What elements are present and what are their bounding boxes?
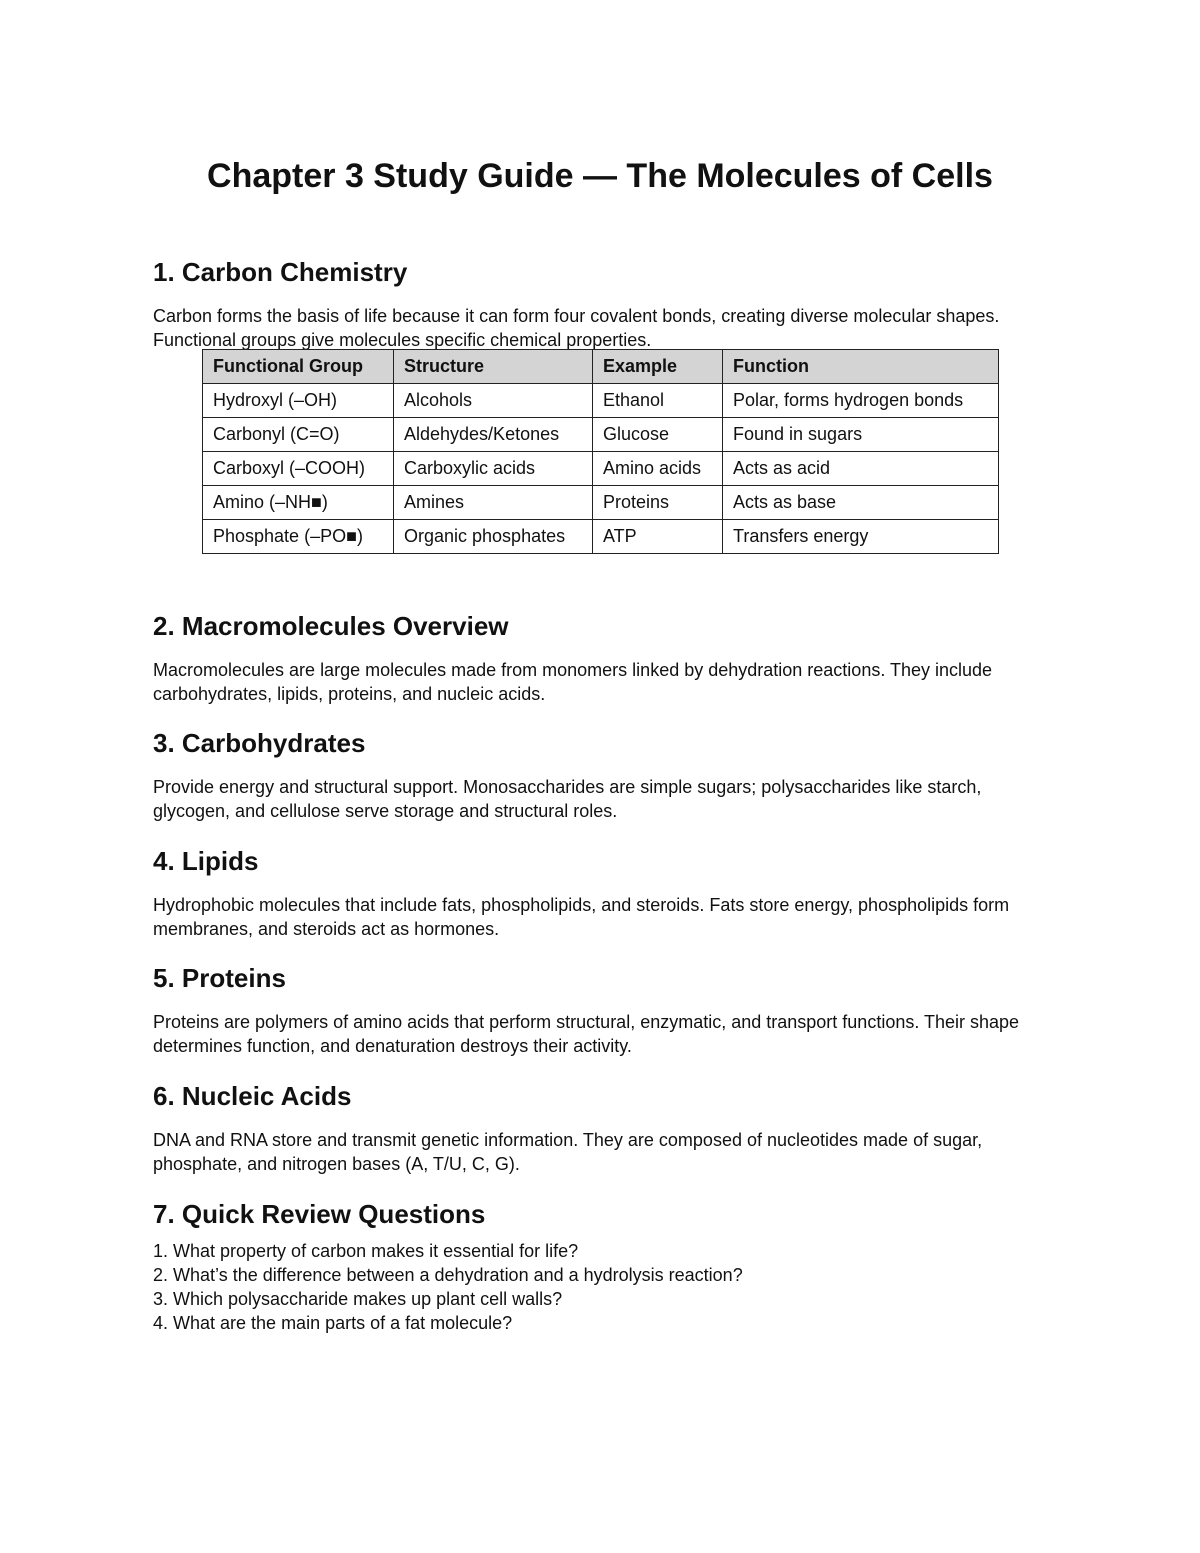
table-header-row (203, 350, 999, 384)
table-cell: Amino (–NH■) (203, 486, 394, 520)
table-cell: Organic phosphates (394, 520, 593, 554)
review-question: 4. What are the main parts of a fat molecule? (153, 1313, 513, 1333)
section-review-questions (153, 1197, 1053, 1335)
table-cell: Ethanol (593, 384, 723, 418)
table-row (203, 384, 999, 418)
section-text: Provide energy and structural support. Monosaccharides are simple sugars; polysaccharides like starch, glycogen, and cellulose serve storage and structural roles. (153, 777, 982, 821)
functional-groups-table (202, 349, 999, 554)
header-structure: Structure (394, 350, 593, 384)
table-row (203, 486, 999, 520)
section-heading: 5. Proteins (153, 963, 286, 993)
section-heading: 2. Macromolecules Overview (153, 611, 509, 641)
table-row (203, 520, 999, 554)
table-row (203, 452, 999, 486)
table-cell: Transfers energy (723, 520, 999, 554)
section-heading: 7. Quick Review Questions (153, 1199, 486, 1229)
table-cell: ATP (593, 520, 723, 554)
table-cell: Acts as base (723, 486, 999, 520)
review-question: 3. Which polysaccharide makes up plant cell walls? (153, 1289, 563, 1309)
table-cell: Glucose (593, 418, 723, 452)
section-heading: 1. Carbon Chemistry (153, 257, 408, 287)
table-row (203, 418, 999, 452)
section-carbon-chemistry (153, 255, 1053, 352)
header-functional-group: Functional Group (203, 350, 394, 384)
section-heading: 4. Lipids (153, 846, 259, 876)
table-cell: Carboxyl (–COOH) (203, 452, 394, 486)
table-cell: Proteins (593, 486, 723, 520)
table-cell: Alcohols (394, 384, 593, 418)
review-question: 2. What’s the difference between a dehydration and a hydrolysis reaction? (153, 1265, 743, 1285)
page-title: Chapter 3 Study Guide — The Molecules of Cells (207, 157, 993, 195)
table-cell: Aldehydes/Ketones (394, 418, 593, 452)
section-heading: 6. Nucleic Acids (153, 1081, 352, 1111)
table-cell: Acts as acid (723, 452, 999, 486)
table-cell: Amino acids (593, 452, 723, 486)
section-heading: 3. Carbohydrates (153, 728, 366, 758)
section-macromolecules (153, 609, 1053, 706)
section-text: Carbon forms the basis of life because it can form four covalent bonds, creating diverse molecular shapes. Functional groups give molecules specific chemical properties. (153, 306, 1000, 350)
table-cell: Found in sugars (723, 418, 999, 452)
header-example: Example (593, 350, 723, 384)
section-lipids (153, 844, 1053, 941)
section-carbohydrates (153, 726, 1053, 823)
section-text: Macromolecules are large molecules made from monomers linked by dehydration reactions. They include carbohydrates, lipids, proteins, and nucleic acids. (153, 660, 993, 704)
table-cell: Carboxylic acids (394, 452, 593, 486)
header-function: Function (723, 350, 999, 384)
table-cell: Amines (394, 486, 593, 520)
table-cell: Hydroxyl (–OH) (203, 384, 394, 418)
table-cell: Phosphate (–PO■) (203, 520, 394, 554)
section-nucleic-acids (153, 1079, 1053, 1176)
table-cell: Polar, forms hydrogen bonds (723, 384, 999, 418)
section-proteins (153, 961, 1053, 1058)
section-text: DNA and RNA store and transmit genetic information. They are composed of nucleotides made of sugar, phosphate, and nitrogen bases (A, T/U, C, G). (153, 1130, 983, 1174)
section-text: Hydrophobic molecules that include fats, phospholipids, and steroids. Fats store energy, phospholipids form membranes, and steroids act as hormones. (153, 895, 1010, 939)
review-question: 1. What property of carbon makes it essential for life? (153, 1241, 579, 1261)
table-cell: Carbonyl (C=O) (203, 418, 394, 452)
section-text: Proteins are polymers of amino acids that perform structural, enzymatic, and transport functions. Their shape determines function, and denaturation destroys their activity. (153, 1012, 1020, 1056)
